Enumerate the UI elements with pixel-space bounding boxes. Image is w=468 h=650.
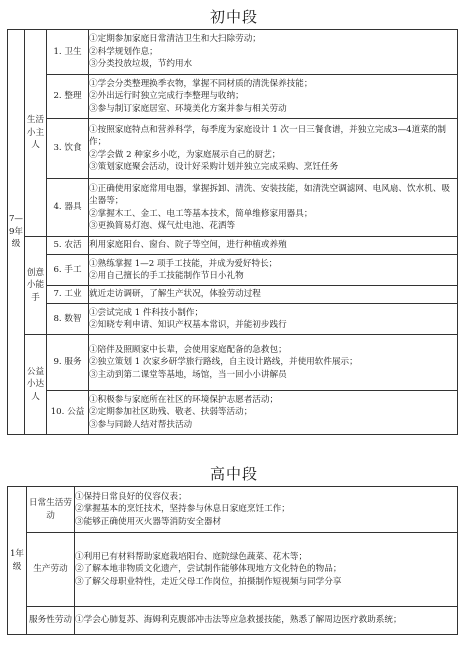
content-line: 利用家庭阳台、窗台、院子等空间，进行种植或养殖 <box>89 240 287 251</box>
content-line: ②知晓专利申请、知识产权基本常识，并能初步践行 <box>89 320 287 330</box>
content-line: ①学会分类整理换季衣物，掌握不同材质的清洗保养技能； <box>89 78 313 89</box>
item-content <box>89 286 458 304</box>
content-line: ①按照家庭特点和营养科学，每季度为家庭设计 1 次一日三餐食谱，并独立完成3—4道菜的制作； <box>89 124 447 147</box>
item-label: 1. 卫生 <box>47 30 89 75</box>
item-content <box>75 607 458 635</box>
junior-section-title: 初中段 <box>209 8 258 26</box>
item-content <box>89 75 458 119</box>
content-line: ③了解父母职业特性，走近父母工作岗位，拍摄制作短视频与同学分享 <box>75 576 342 587</box>
group-name-cell <box>25 237 47 335</box>
item-label: 生产劳动 <box>27 533 75 607</box>
item-label: 10. 公益 <box>47 391 89 435</box>
content-line: ①保持日常良好的仪容仪表； <box>75 491 187 502</box>
item-label: 7. 工业 <box>47 286 89 304</box>
item-label: 5. 农活 <box>47 237 89 255</box>
table-row <box>8 533 458 607</box>
content-line: ①正确使用家庭常用电器，掌握拆卸、清洗、安装技能，如清洗空调滤网、电风扇、饮水机、吸尘器等； <box>89 183 450 206</box>
content-line: ②掌握基本的烹饪技术，坚持参与休息日家庭烹饪工作； <box>75 504 290 515</box>
content-line: ②学会做 2 种家乡小吃，为家庭展示自己的厨艺； <box>89 149 281 160</box>
group-name-cell <box>25 335 47 435</box>
table-row <box>8 119 458 179</box>
junior-grade-cell <box>8 30 25 435</box>
item-content <box>75 533 458 607</box>
item-content <box>89 179 458 237</box>
item-label: 4. 器具 <box>47 179 89 237</box>
table-row <box>8 179 458 237</box>
content-line: 就近走访调研，了解生产状况，体验劳动过程 <box>89 289 261 300</box>
item-content <box>89 304 458 335</box>
table-row <box>8 335 458 391</box>
item-content <box>89 237 458 255</box>
content-line: ①陪伴及照顾家中长辈，会使用家庭配备的急救包； <box>89 344 287 355</box>
item-label: 日常生活劳动 <box>27 487 75 533</box>
item-label: 6. 手工 <box>47 255 89 286</box>
table-row <box>8 607 458 635</box>
item-content <box>89 391 458 435</box>
item-label: 2. 整理 <box>47 75 89 119</box>
table-row <box>8 75 458 119</box>
content-line: ①定期参加家庭日常清洁卫生和大扫除劳动； <box>89 34 261 45</box>
table-row <box>8 391 458 435</box>
content-line: ①积极参与家庭所在社区的环境保护志愿者活动； <box>89 394 279 405</box>
content-line: ②定期参加社区助残、敬老、扶弱等活动； <box>89 407 253 418</box>
group-name-cell <box>25 30 47 237</box>
content-line: ①熟练掌握 1—2 项手工技能，并成为爱好特长； <box>89 258 278 269</box>
table-row <box>8 487 458 533</box>
item-content <box>89 30 458 75</box>
grade-label: 7—9年级 <box>8 214 24 250</box>
content-line: ③能够正确使用灭火器等消防安全器材 <box>75 516 222 527</box>
table-row <box>8 237 458 255</box>
item-content <box>89 119 458 179</box>
content-line: ①学会心肺复苏、海姆利克腹部冲击法等应急救援技能，熟悉了解周边医疗救助系统； <box>75 615 402 626</box>
item-label: 服务性劳动 <box>27 607 75 635</box>
table-row <box>8 286 458 304</box>
content-line: ②掌握木工、金工、电工等基本技术，简单维修家用器具； <box>89 208 313 219</box>
content-line: ③参与制订家庭居室、环境美化方案并参与相关劳动 <box>89 103 287 114</box>
grade-label: 1年级 <box>9 549 25 572</box>
item-content <box>89 255 458 286</box>
group-name: 公益小达人 <box>26 366 45 402</box>
senior-section-title: 高中段 <box>209 465 258 483</box>
junior-table <box>7 29 458 435</box>
senior-grade-cell <box>8 487 27 635</box>
table-row <box>8 30 458 75</box>
content-line: ①利用已有材料帮助家庭栽培阳台、庭院绿色蔬菜、花木等； <box>75 551 308 562</box>
content-line: ③策划家庭聚会活动，设计好采购计划并独立完成采购、烹饪任务 <box>89 162 339 172</box>
content-line: ②科学规划作息； <box>89 46 158 57</box>
senior-table <box>7 486 458 635</box>
content-line: ②外出远行时独立完成行李整理与收纳； <box>89 91 244 102</box>
content-line: ③更换简易灯泡、煤气灶电池、花洒等 <box>89 221 236 231</box>
item-label: 8. 数智 <box>47 304 89 335</box>
content-line: ①尝试完成 1 件科技小制作； <box>89 307 204 318</box>
content-line: ②独立策划 1 次家乡研学旅行路线，自主设计路线，并使用软件展示； <box>89 357 358 368</box>
table-row <box>8 255 458 286</box>
content-line: ②用自己擅长的手工技能制作节日小礼物 <box>89 271 244 281</box>
item-label: 9. 服务 <box>47 335 89 391</box>
content-line: ③分类投放垃圾，节约用水 <box>89 59 193 70</box>
item-content <box>89 335 458 391</box>
table-row <box>8 304 458 335</box>
item-label: 3. 饮食 <box>47 119 89 179</box>
content-line: ③主动到第二课堂等基地，场馆，当一回小小讲解员 <box>89 369 287 380</box>
content-line: ③参与同龄人结对帮扶活动 <box>89 419 193 430</box>
group-name: 生活小主人 <box>26 115 45 151</box>
content-line: ②了解本地非物质文化遗产，尝试制作能够体现地方文化特色的物品； <box>75 564 342 575</box>
item-content <box>75 487 458 533</box>
group-name: 创意小能手 <box>26 267 45 303</box>
